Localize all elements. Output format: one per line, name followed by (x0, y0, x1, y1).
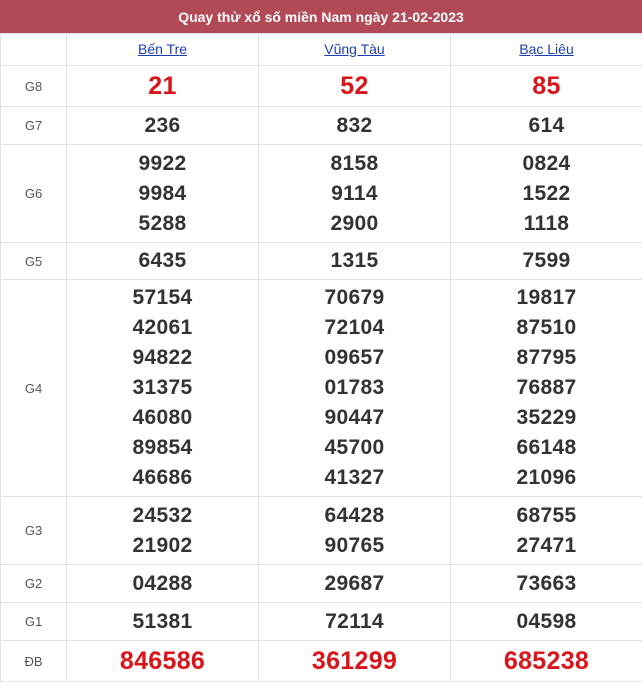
prize-cell-ben-tre (67, 243, 259, 280)
prize-label: G4 (1, 280, 67, 497)
prize-number: 2900 (331, 209, 379, 239)
results-table (0, 33, 642, 682)
prize-number: 21902 (133, 531, 193, 561)
prize-cell-vung-tau (259, 280, 451, 497)
prize-number: 0824 (523, 149, 571, 179)
prize-number: 51381 (133, 607, 193, 637)
prize-row (1, 280, 642, 497)
prize-number: 846586 (120, 646, 205, 676)
province-link-bac-lieu[interactable]: Bạc Liêu (519, 41, 573, 57)
prize-cell-bac-lieu (451, 641, 642, 682)
prize-number: 68755 (517, 501, 577, 531)
prize-number: 9984 (139, 179, 187, 209)
prize-number: 94822 (133, 343, 193, 373)
prize-number: 76887 (517, 373, 577, 403)
prize-label: G7 (1, 107, 67, 145)
prize-cell-bac-lieu (451, 280, 642, 497)
prize-number: 66148 (517, 433, 577, 463)
prize-cell-vung-tau (259, 603, 451, 641)
prize-number: 9114 (331, 179, 378, 209)
prize-number: 42061 (133, 313, 193, 343)
prize-number: 90447 (325, 403, 385, 433)
prize-cell-ben-tre (67, 603, 259, 641)
prize-row (1, 497, 642, 565)
prize-row (1, 565, 642, 603)
prize-number: 29687 (325, 569, 385, 599)
prize-number: 46080 (133, 403, 193, 433)
prize-cell-ben-tre (67, 145, 259, 243)
prize-cell-vung-tau (259, 66, 451, 107)
prize-cell-vung-tau (259, 565, 451, 603)
prize-number: 21096 (517, 463, 577, 493)
prize-label: ĐB (1, 641, 67, 682)
prize-label: G1 (1, 603, 67, 641)
prize-number: 72114 (325, 607, 384, 637)
prize-number: 04288 (133, 569, 193, 599)
prize-cell-vung-tau (259, 497, 451, 565)
prize-cell-bac-lieu (451, 107, 642, 145)
prize-number: 04598 (517, 607, 577, 637)
prize-cell-bac-lieu (451, 565, 642, 603)
prize-number: 19817 (517, 283, 577, 313)
prize-number: 9922 (139, 149, 187, 179)
prize-number: 1315 (331, 246, 379, 276)
prize-cell-vung-tau (259, 243, 451, 280)
prize-number: 73663 (517, 569, 577, 599)
prize-number: 45700 (325, 433, 385, 463)
prize-number: 236 (145, 111, 181, 141)
prize-number: 21 (148, 71, 176, 101)
prize-number: 89854 (133, 433, 193, 463)
province-header-row (1, 34, 642, 66)
prize-number: 64428 (325, 501, 385, 531)
prize-number: 52 (340, 71, 368, 101)
prize-number: 1522 (523, 179, 571, 209)
prize-row (1, 641, 642, 682)
prize-number: 27471 (517, 531, 577, 561)
prize-row (1, 107, 642, 145)
prize-row (1, 145, 642, 243)
prize-number: 70679 (325, 283, 385, 313)
prize-cell-bac-lieu (451, 603, 642, 641)
prize-cell-bac-lieu (451, 243, 642, 280)
province-link-vung-tau[interactable]: Vũng Tàu (324, 41, 384, 57)
prize-number: 6435 (139, 246, 187, 276)
prize-cell-vung-tau (259, 145, 451, 243)
prize-cell-ben-tre (67, 641, 259, 682)
prize-cell-bac-lieu (451, 145, 642, 243)
prize-number: 31375 (133, 373, 193, 403)
prize-cell-ben-tre (67, 280, 259, 497)
prize-cell-ben-tre (67, 107, 259, 145)
prize-label: G5 (1, 243, 67, 280)
prize-cell-ben-tre (67, 66, 259, 107)
prize-cell-bac-lieu (451, 497, 642, 565)
prize-number: 87795 (517, 343, 577, 373)
prize-cell-vung-tau (259, 641, 451, 682)
prize-number: 361299 (312, 646, 397, 676)
prize-cell-ben-tre (67, 497, 259, 565)
results-title: Quay thử xổ số miền Nam ngày 21-02-2023 (0, 0, 642, 33)
prize-number: 832 (337, 111, 373, 141)
prize-number: 5288 (139, 209, 187, 239)
prize-number: 85 (532, 71, 560, 101)
prize-row (1, 243, 642, 280)
prize-row (1, 603, 642, 641)
prize-label: G8 (1, 66, 67, 107)
prize-number: 24532 (133, 501, 193, 531)
prize-label: G6 (1, 145, 67, 243)
prize-number: 90765 (325, 531, 385, 561)
province-link-ben-tre[interactable]: Bến Tre (138, 41, 187, 57)
prize-header-empty (1, 34, 67, 66)
prize-cell-bac-lieu (451, 66, 642, 107)
prize-number: 01783 (325, 373, 385, 403)
prize-number: 46686 (133, 463, 193, 493)
prize-cell-vung-tau (259, 107, 451, 145)
prize-label: G2 (1, 565, 67, 603)
prize-number: 35229 (517, 403, 577, 433)
prize-number: 87510 (517, 313, 577, 343)
prize-label: G3 (1, 497, 67, 565)
prize-number: 7599 (523, 246, 571, 276)
prize-number: 57154 (133, 283, 193, 313)
prize-number: 1118 (524, 209, 570, 239)
prize-number: 8158 (331, 149, 379, 179)
prize-number: 72104 (325, 313, 385, 343)
prize-number: 09657 (325, 343, 385, 373)
prize-number: 614 (529, 111, 565, 141)
prize-number: 41327 (325, 463, 385, 493)
prize-row (1, 66, 642, 107)
prize-cell-ben-tre (67, 565, 259, 603)
prize-number: 685238 (504, 646, 589, 676)
